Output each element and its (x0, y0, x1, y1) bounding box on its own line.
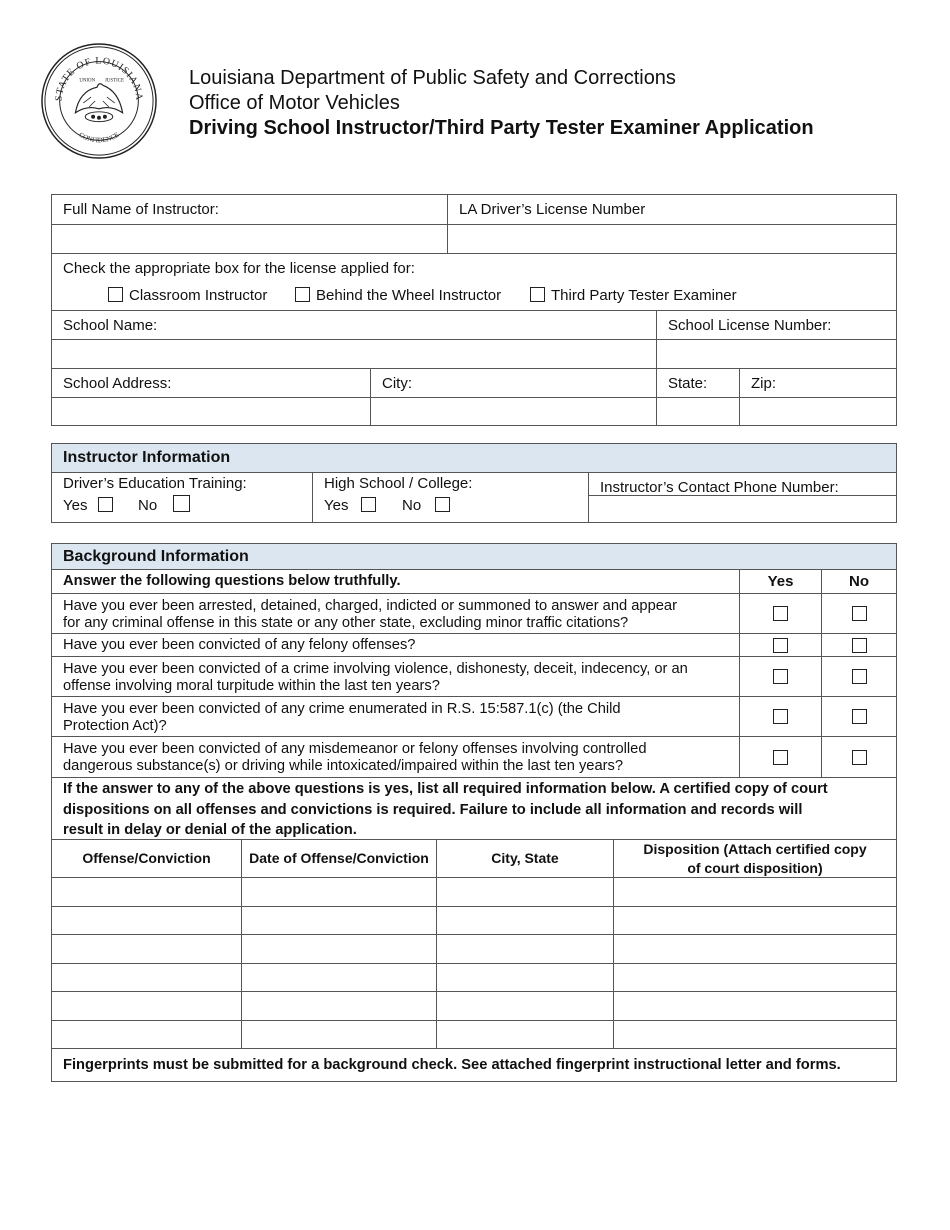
phone-cell (588, 473, 896, 522)
school-license-label: School License Number: (656, 311, 896, 339)
yes-column-header: Yes (739, 570, 821, 593)
city-state-input[interactable] (436, 935, 613, 963)
disposition-input[interactable] (613, 992, 896, 1020)
notice-line: result in delay or denial of the application. (63, 822, 357, 838)
high-school-label: High School / College: (324, 475, 473, 492)
table-row (52, 991, 896, 1020)
q5-yes-checkbox[interactable] (773, 750, 788, 765)
q3-no-checkbox[interactable] (852, 669, 867, 684)
high-school-yes-checkbox[interactable] (361, 497, 376, 512)
q2-no-checkbox[interactable] (852, 638, 867, 653)
seal-text-bottom: CONFIDENCE (77, 131, 121, 145)
question-line: for any criminal offense in this state or any other state, excluding minor traffic citations? (63, 615, 629, 631)
seal-text-union: UNION (79, 78, 96, 84)
question-line: Have you ever been convicted of any misdemeanor or felony offenses involving controlled (63, 741, 647, 757)
fingerprint-notice: Fingerprints must be submitted for a background check. See attached fingerprint instructional letter and forms. (63, 1057, 841, 1073)
disposition-input[interactable] (613, 907, 896, 934)
offense-input[interactable] (52, 964, 241, 991)
no-column-header: No (821, 570, 896, 593)
question-text (52, 634, 739, 656)
date-column-header: Date of Offense/Conviction (241, 840, 436, 877)
city-state-input[interactable] (436, 878, 613, 906)
drivers-ed-yes[interactable] (63, 497, 113, 514)
question-line: Have you ever been arrested, detained, charged, indicted or summoned to answer and appear (63, 598, 677, 614)
question-row (52, 633, 896, 656)
school-license-input[interactable] (656, 340, 896, 368)
city-input[interactable] (370, 398, 656, 425)
date-input[interactable] (241, 1021, 436, 1048)
question-line: Have you ever been convicted of any crime enumerated in R.S. 15:587.1(c) (the Child (63, 701, 621, 717)
seal-text-top: STATE OF LOUISIANA (53, 55, 145, 102)
question-text (52, 737, 739, 777)
disclosure-notice (52, 778, 896, 845)
question-row (52, 593, 896, 633)
disposition-column-header (613, 840, 896, 877)
notice-line: dispositions on all offenses and convictions is required. Failure to include all information and records will (63, 801, 803, 818)
drivers-ed-yes-checkbox[interactable] (98, 497, 113, 512)
classroom-instructor-checkbox[interactable] (108, 287, 123, 302)
disposition-input[interactable] (613, 935, 896, 963)
form-title: Driving School Instructor/Third Party Tester Examiner Application (189, 117, 814, 139)
date-input[interactable] (241, 878, 436, 906)
table-row (52, 934, 896, 963)
form-header (189, 66, 814, 141)
state-label: State: (656, 369, 739, 397)
high-school-no-checkbox[interactable] (435, 497, 450, 512)
offense-input[interactable] (52, 907, 241, 934)
q2-yes-checkbox[interactable] (773, 638, 788, 653)
question-text (52, 594, 739, 633)
question-row (52, 696, 896, 736)
table-row (52, 906, 896, 934)
svg-text:CONFIDENCE (77, 132, 120, 145)
full-name-label: Full Name of Instructor: (63, 201, 219, 218)
disposition-header-line: of court disposition) (687, 859, 823, 876)
city-state-column-header: City, State (436, 840, 613, 877)
city-state-input[interactable] (436, 992, 613, 1020)
date-input[interactable] (241, 964, 436, 991)
high-school-no[interactable] (402, 497, 450, 514)
question-line: Have you ever been convicted of any felony offenses? (63, 637, 416, 653)
offense-column-header: Offense/Conviction (82, 850, 211, 866)
full-name-input[interactable] (52, 225, 447, 253)
background-section (51, 543, 897, 1082)
phone-label: Instructor’s Contact Phone Number: (589, 473, 896, 496)
option-classroom-instructor[interactable] (108, 287, 267, 304)
third-party-tester-checkbox[interactable] (530, 287, 545, 302)
option-label: Behind the Wheel Instructor (316, 287, 502, 304)
license-section (51, 194, 897, 426)
drivers-ed-label: Driver’s Education Training: (63, 475, 247, 492)
q1-no-checkbox[interactable] (852, 606, 867, 621)
offense-input[interactable] (52, 1021, 241, 1048)
notice-line: If the answer to any of the above questions is yes, list all required information below. A certified copy of court (63, 781, 828, 797)
background-instruction: Answer the following questions below truthfully. (63, 573, 401, 589)
high-school-cell (312, 473, 588, 522)
disposition-input[interactable] (613, 878, 896, 906)
louisiana-state-seal (40, 42, 158, 160)
instructor-section (51, 443, 897, 523)
question-line: offense involving moral turpitude within the last ten years? (63, 678, 440, 694)
no-label: No (402, 497, 422, 514)
offense-input[interactable] (52, 992, 241, 1020)
seal-text-justice: JUSTICE (104, 78, 124, 84)
offense-input[interactable] (52, 878, 241, 906)
drivers-ed-no-checkbox[interactable] (173, 495, 190, 512)
license-type-label: Check the appropriate box for the license applied for: (63, 260, 415, 277)
table-row (52, 1020, 896, 1048)
city-label: City: (370, 369, 656, 397)
high-school-yes[interactable] (324, 497, 376, 514)
question-line: Protection Act)? (63, 718, 167, 734)
question-line: dangerous substance(s) or driving while intoxicated/impaired within the last ten years? (63, 758, 624, 774)
question-row (52, 736, 896, 777)
table-row (52, 877, 896, 906)
office-title: Office of Motor Vehicles (189, 92, 400, 114)
state-input[interactable] (656, 398, 739, 425)
drivers-ed-cell (52, 473, 312, 522)
option-label: Third Party Tester Examiner (551, 287, 737, 304)
date-input[interactable] (241, 992, 436, 1020)
question-text (52, 697, 739, 736)
q1-yes-checkbox[interactable] (773, 606, 788, 621)
phone-input[interactable] (589, 496, 896, 522)
no-label: No (138, 497, 158, 514)
option-behind-wheel-instructor[interactable] (295, 287, 501, 304)
school-address-label: School Address: (63, 375, 172, 392)
q4-no-checkbox[interactable] (852, 709, 867, 724)
date-input[interactable] (241, 907, 436, 934)
instructor-section-title: Instructor Information (63, 449, 231, 466)
question-text (52, 657, 739, 696)
q4-yes-checkbox[interactable] (773, 709, 788, 724)
q5-no-checkbox[interactable] (852, 750, 867, 765)
school-address-input[interactable] (52, 398, 370, 425)
option-third-party-tester[interactable] (530, 287, 737, 304)
school-name-input[interactable] (52, 340, 656, 368)
city-state-input[interactable] (436, 1021, 613, 1048)
disposition-input[interactable] (613, 1021, 896, 1048)
svg-text:STATE OF LOUISIANA (54, 56, 145, 102)
question-line: Have you ever been convicted of a crime involving violence, dishonesty, deceit, indecency, or an (63, 661, 688, 677)
offense-input[interactable] (52, 935, 241, 963)
date-input[interactable] (241, 935, 436, 963)
city-state-input[interactable] (436, 907, 613, 934)
behind-wheel-checkbox[interactable] (295, 287, 310, 302)
drivers-ed-no[interactable] (138, 495, 190, 514)
table-row (52, 963, 896, 991)
background-section-title: Background Information (63, 548, 249, 565)
zip-label: Zip: (739, 369, 896, 397)
department-title: Louisiana Department of Public Safety and Corrections (189, 67, 676, 89)
dl-number-label: LA Driver’s License Number (447, 195, 896, 224)
school-name-label: School Name: (63, 317, 158, 334)
zip-input[interactable] (739, 398, 896, 425)
option-label: Classroom Instructor (129, 287, 268, 304)
q3-yes-checkbox[interactable] (773, 669, 788, 684)
dl-number-input[interactable] (447, 225, 896, 253)
disposition-header-line: Disposition (Attach certified copy (643, 840, 867, 857)
yes-label: Yes (63, 497, 88, 514)
disposition-input[interactable] (613, 964, 896, 991)
yes-label: Yes (324, 497, 349, 514)
city-state-input[interactable] (436, 964, 613, 991)
question-row (52, 656, 896, 696)
